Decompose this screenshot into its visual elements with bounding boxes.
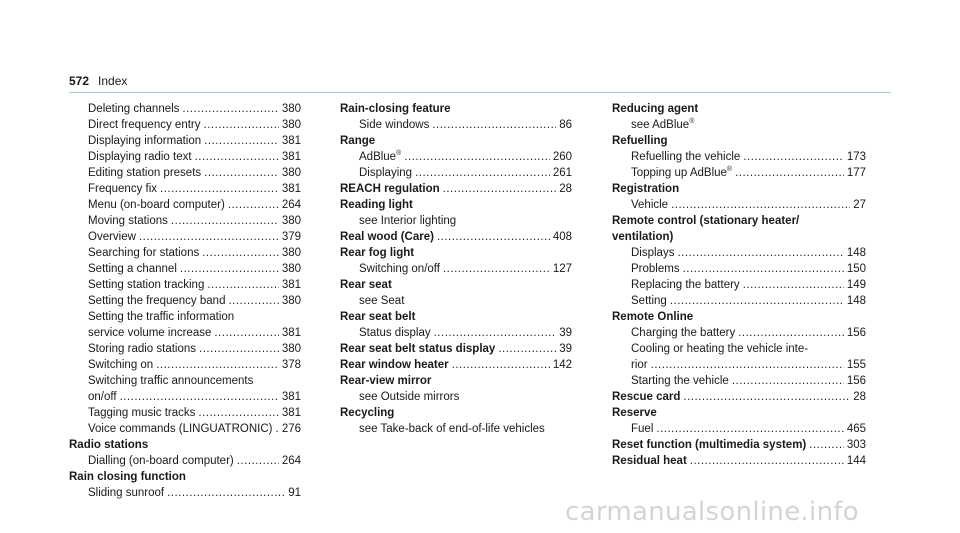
entry-label bbox=[631, 277, 740, 293]
entry-label-text: Storing radio stations bbox=[88, 343, 197, 355]
page-reference[interactable]: 380 bbox=[281, 295, 301, 307]
index-subentry[interactable] bbox=[69, 357, 301, 373]
entry-label-text: Displaying bbox=[359, 167, 413, 179]
dot-leader bbox=[120, 389, 279, 405]
dot-leader bbox=[690, 453, 844, 469]
dot-leader bbox=[204, 133, 279, 149]
entry-label bbox=[88, 229, 136, 245]
entry-label bbox=[340, 229, 434, 245]
entry-label bbox=[88, 421, 272, 437]
entry-label-text: Dialling (on-board computer) bbox=[88, 455, 234, 467]
entry-label-text: Searching for stations bbox=[88, 247, 200, 259]
index-heading-label: Radio stations bbox=[69, 439, 149, 451]
page-number: 572 bbox=[69, 74, 90, 88]
index-subentry-text bbox=[340, 293, 572, 309]
dot-leader bbox=[204, 117, 279, 133]
index-subentry[interactable] bbox=[69, 261, 301, 277]
index-subentry[interactable] bbox=[612, 245, 866, 261]
index-subentry-text bbox=[69, 309, 301, 325]
entry-label-text: Rear seat belt status display bbox=[340, 343, 496, 355]
entry-label bbox=[88, 485, 164, 501]
dot-leader bbox=[180, 261, 279, 277]
page-reference[interactable]: 276 bbox=[281, 423, 301, 435]
entry-label bbox=[631, 165, 732, 181]
index-subentry-label: see AdBlue bbox=[631, 119, 690, 131]
index-heading bbox=[340, 373, 572, 389]
entry-label-text: rior bbox=[631, 359, 648, 371]
index-subentry[interactable] bbox=[69, 181, 301, 197]
index-subentry-label: see Seat bbox=[359, 295, 405, 307]
entry-label-text: Displays bbox=[631, 247, 675, 259]
page-reference[interactable]: 177 bbox=[846, 167, 866, 179]
page-reference[interactable]: 86 bbox=[559, 119, 572, 131]
page-reference[interactable]: 28 bbox=[559, 183, 572, 195]
entry-label-text: Menu (on-board computer) bbox=[88, 199, 225, 211]
dot-leader bbox=[199, 341, 279, 357]
index-subentry[interactable] bbox=[69, 341, 301, 357]
index-subentry[interactable] bbox=[612, 293, 866, 309]
index-heading bbox=[612, 309, 866, 325]
page-reference[interactable]: 381 bbox=[281, 279, 301, 291]
page-reference[interactable]: 381 bbox=[281, 391, 301, 403]
index-heading bbox=[340, 277, 572, 293]
dot-leader bbox=[171, 213, 279, 229]
registered-mark: ® bbox=[396, 150, 402, 158]
entry-label bbox=[88, 245, 199, 261]
index-subentry-label: Cooling or heating the vehicle inte- bbox=[631, 343, 809, 355]
entry-label-text: Displaying radio text bbox=[88, 151, 192, 163]
entry-label bbox=[631, 293, 667, 309]
entry-label bbox=[88, 261, 177, 277]
index-subentry-label: see Take-back of end-of-life vehicles bbox=[359, 423, 545, 435]
dot-leader bbox=[275, 421, 278, 437]
index-heading-label: Rain closing function bbox=[69, 471, 186, 483]
dot-leader bbox=[683, 389, 850, 405]
entry-label-text: Charging the battery bbox=[631, 327, 736, 339]
dot-leader bbox=[204, 165, 279, 181]
index-subentry[interactable] bbox=[340, 117, 572, 133]
index-subentry[interactable] bbox=[69, 245, 301, 261]
dot-leader bbox=[415, 165, 550, 181]
index-heading bbox=[612, 181, 866, 197]
entry-label bbox=[631, 245, 674, 261]
entry-label bbox=[88, 277, 204, 293]
page-reference[interactable]: 381 bbox=[281, 183, 301, 195]
page-reference[interactable]: 261 bbox=[552, 167, 572, 179]
index-heading bbox=[340, 309, 572, 325]
entry-label bbox=[88, 357, 153, 373]
entry-label bbox=[340, 181, 440, 197]
dot-leader bbox=[738, 325, 844, 341]
entry-label bbox=[88, 181, 157, 197]
index-heading-entry[interactable] bbox=[340, 229, 572, 245]
dot-leader bbox=[743, 277, 844, 293]
dot-leader bbox=[671, 197, 850, 213]
index-subentry[interactable] bbox=[612, 373, 866, 389]
index-heading-label: Recycling bbox=[340, 407, 395, 419]
dot-leader bbox=[195, 149, 279, 165]
entry-label bbox=[631, 357, 648, 373]
entry-label bbox=[631, 149, 740, 165]
index-heading-label: Reducing agent bbox=[612, 103, 699, 115]
index-subentry[interactable] bbox=[69, 149, 301, 165]
index-subentry[interactable] bbox=[612, 197, 866, 213]
dot-leader bbox=[651, 357, 844, 373]
index-subentry-text bbox=[340, 213, 572, 229]
entry-label-text: Starting the vehicle bbox=[631, 375, 729, 387]
entry-label-text: Deleting channels bbox=[88, 103, 180, 115]
index-subentry[interactable] bbox=[612, 325, 866, 341]
entry-label-text: Switching on/off bbox=[359, 263, 440, 275]
page-reference[interactable]: 380 bbox=[281, 119, 301, 131]
entry-label-text: Voice commands (LINGUATRONIC) bbox=[88, 423, 273, 435]
index-heading bbox=[340, 245, 572, 261]
page-reference[interactable]: 150 bbox=[846, 263, 866, 275]
page-title: Index bbox=[98, 74, 128, 88]
index-subentry-label: Setting the traffic information bbox=[88, 311, 235, 323]
page-reference[interactable]: 264 bbox=[281, 199, 301, 211]
index-heading-label: Rain-closing feature bbox=[340, 103, 451, 115]
index-heading-label: Rear seat bbox=[340, 279, 392, 291]
dot-leader bbox=[198, 405, 278, 421]
entry-label bbox=[88, 453, 234, 469]
dot-leader bbox=[160, 181, 279, 197]
page-reference[interactable]: 380 bbox=[281, 103, 301, 115]
page-reference[interactable]: 156 bbox=[846, 375, 866, 387]
entry-label bbox=[88, 133, 201, 149]
index-subentry[interactable] bbox=[69, 485, 301, 501]
dot-leader bbox=[683, 261, 844, 277]
index-subentry[interactable] bbox=[69, 101, 301, 117]
entry-label bbox=[631, 261, 680, 277]
page-reference[interactable]: 381 bbox=[281, 151, 301, 163]
index-heading bbox=[612, 101, 866, 117]
index-heading-entry[interactable] bbox=[612, 437, 866, 453]
dot-leader bbox=[443, 181, 557, 197]
index-heading-label: Reserve bbox=[612, 407, 657, 419]
dot-leader bbox=[139, 229, 279, 245]
entry-label-text: Refuelling the vehicle bbox=[631, 151, 741, 163]
page-reference[interactable]: 156 bbox=[846, 327, 866, 339]
index-heading bbox=[69, 469, 301, 485]
entry-label bbox=[612, 453, 687, 469]
entry-label-text: Setting bbox=[631, 295, 667, 307]
index-heading-entry[interactable] bbox=[612, 389, 866, 405]
entry-label bbox=[88, 341, 196, 357]
page-reference[interactable]: 127 bbox=[552, 263, 572, 275]
page-reference[interactable]: 378 bbox=[281, 359, 301, 371]
index-subentry[interactable] bbox=[340, 165, 572, 181]
index-heading bbox=[340, 133, 572, 149]
page-reference[interactable]: 303 bbox=[846, 439, 866, 451]
dot-leader bbox=[434, 325, 557, 341]
dot-leader bbox=[498, 341, 556, 357]
entry-label bbox=[612, 437, 806, 453]
index-heading-label: ventilation) bbox=[612, 231, 674, 243]
entry-label bbox=[88, 197, 225, 213]
entry-label-text: Displaying information bbox=[88, 135, 202, 147]
index-heading bbox=[612, 229, 866, 245]
index-subentry-text bbox=[612, 117, 866, 133]
entry-label-text: Real wood (Care) bbox=[340, 231, 434, 243]
entry-label bbox=[612, 389, 680, 405]
entry-label bbox=[88, 117, 201, 133]
entry-label bbox=[88, 325, 211, 341]
index-subentry[interactable] bbox=[69, 325, 301, 341]
index-column-1 bbox=[69, 101, 301, 501]
index-subentry[interactable] bbox=[612, 421, 866, 437]
page-reference[interactable]: 381 bbox=[281, 407, 301, 419]
entry-label-text: Overview bbox=[88, 231, 136, 243]
entry-label-text: Rear window heater bbox=[340, 359, 449, 371]
dot-leader bbox=[732, 373, 844, 389]
index-heading-label: Rear seat belt bbox=[340, 311, 416, 323]
page-reference[interactable]: 91 bbox=[288, 487, 301, 499]
index-subentry[interactable] bbox=[69, 421, 301, 437]
entry-label-text: Setting station tracking bbox=[88, 279, 205, 291]
dot-leader bbox=[437, 229, 550, 245]
entry-label bbox=[88, 293, 225, 309]
entry-label-text: Topping up AdBlue bbox=[631, 167, 727, 179]
entry-label bbox=[340, 357, 449, 373]
page-reference[interactable]: 381 bbox=[281, 327, 301, 339]
page-reference[interactable]: 408 bbox=[552, 231, 572, 243]
index-subentry[interactable] bbox=[340, 325, 572, 341]
entry-label-text: Moving stations bbox=[88, 215, 168, 227]
index-heading-entry[interactable] bbox=[340, 357, 572, 373]
index-heading-label: Remote control (stationary heater/ bbox=[612, 215, 800, 227]
header-divider bbox=[69, 92, 891, 93]
dot-leader bbox=[404, 149, 550, 165]
entry-label-text: Sliding sunroof bbox=[88, 487, 165, 499]
index-subentry[interactable] bbox=[612, 165, 866, 181]
index-subentry[interactable] bbox=[69, 197, 301, 213]
index-subentry[interactable] bbox=[69, 117, 301, 133]
index-subentry-label: see Interior lighting bbox=[359, 215, 457, 227]
page-reference[interactable]: 148 bbox=[846, 295, 866, 307]
dot-leader bbox=[237, 453, 279, 469]
page-reference[interactable]: 260 bbox=[552, 151, 572, 163]
page-reference[interactable]: 380 bbox=[281, 215, 301, 227]
entry-label-text: Setting a channel bbox=[88, 263, 177, 275]
index-heading bbox=[340, 405, 572, 421]
index-subentry[interactable] bbox=[612, 277, 866, 293]
index-subentry[interactable] bbox=[69, 389, 301, 405]
entry-label bbox=[88, 213, 168, 229]
dot-leader bbox=[214, 325, 278, 341]
page-reference[interactable]: 144 bbox=[846, 455, 866, 467]
dot-leader bbox=[443, 261, 550, 277]
entry-label bbox=[359, 261, 440, 277]
watermark: carmanualsonline.info bbox=[565, 497, 860, 527]
page-reference[interactable]: 380 bbox=[281, 167, 301, 179]
page-reference[interactable]: 148 bbox=[846, 247, 866, 259]
index-heading-label: Rear fog light bbox=[340, 247, 415, 259]
index-subentry-text bbox=[340, 421, 572, 437]
index-column-3 bbox=[612, 101, 866, 469]
dot-leader bbox=[228, 197, 279, 213]
index-subentry[interactable] bbox=[612, 357, 866, 373]
dot-leader bbox=[656, 421, 843, 437]
entry-label-text: service volume increase bbox=[88, 327, 212, 339]
index-subentry[interactable] bbox=[69, 453, 301, 469]
index-heading-entry[interactable] bbox=[340, 181, 572, 197]
entry-label bbox=[631, 325, 735, 341]
entry-label-text: Switching on bbox=[88, 359, 154, 371]
entry-label-text: Replacing the battery bbox=[631, 279, 740, 291]
index-subentry[interactable] bbox=[69, 405, 301, 421]
page-reference[interactable]: 264 bbox=[281, 455, 301, 467]
index-subentry[interactable] bbox=[612, 149, 866, 165]
index-heading bbox=[340, 197, 572, 213]
dot-leader bbox=[743, 149, 843, 165]
entry-label-text: AdBlue bbox=[359, 151, 397, 163]
index-heading-label: Refuelling bbox=[612, 135, 668, 147]
entry-label-text: Vehicle bbox=[631, 199, 669, 211]
index-heading bbox=[612, 405, 866, 421]
entry-label bbox=[88, 405, 195, 421]
index-heading-label: Registration bbox=[612, 183, 680, 195]
index-heading bbox=[612, 133, 866, 149]
entry-label-text: Direct frequency entry bbox=[88, 119, 201, 131]
page-reference[interactable]: 39 bbox=[559, 343, 572, 355]
entry-label bbox=[359, 149, 401, 165]
page-reference[interactable]: 173 bbox=[846, 151, 866, 163]
dot-leader bbox=[809, 437, 844, 453]
entry-label bbox=[88, 389, 117, 405]
index-subentry[interactable] bbox=[69, 229, 301, 245]
index-subentry[interactable] bbox=[69, 133, 301, 149]
index-subentry[interactable] bbox=[340, 261, 572, 277]
entry-label bbox=[340, 341, 495, 357]
page-reference[interactable]: 27 bbox=[853, 199, 866, 211]
entry-label-text: Tagging music tracks bbox=[88, 407, 196, 419]
entry-label bbox=[631, 421, 653, 437]
entry-label-text: Side windows bbox=[359, 119, 430, 131]
page-reference[interactable]: 381 bbox=[281, 135, 301, 147]
index-subentry-label: see Outside mirrors bbox=[359, 391, 460, 403]
page-header bbox=[69, 73, 127, 89]
page-reference[interactable]: 465 bbox=[846, 423, 866, 435]
entry-label-text: Rescue card bbox=[612, 391, 681, 403]
index-subentry-text bbox=[612, 341, 866, 357]
page-reference[interactable]: 379 bbox=[281, 231, 301, 243]
index-heading-label: Remote Online bbox=[612, 311, 694, 323]
index-heading-label: Rear-view mirror bbox=[340, 375, 432, 387]
entry-label bbox=[88, 149, 192, 165]
index-heading-label: Reading light bbox=[340, 199, 413, 211]
entry-label bbox=[631, 197, 668, 213]
entry-label bbox=[359, 117, 429, 133]
entry-label bbox=[631, 373, 729, 389]
dot-leader bbox=[670, 293, 844, 309]
entry-label-text: Reset function (multimedia system) bbox=[612, 439, 807, 451]
page-reference[interactable]: 380 bbox=[281, 247, 301, 259]
entry-label-text: Setting the frequency band bbox=[88, 295, 226, 307]
index-heading bbox=[69, 437, 301, 453]
index-subentry[interactable] bbox=[340, 149, 572, 165]
index-subentry-text bbox=[69, 373, 301, 389]
page-reference[interactable]: 149 bbox=[846, 279, 866, 291]
entry-label bbox=[359, 325, 431, 341]
entry-label bbox=[88, 165, 201, 181]
entry-label-text: Residual heat bbox=[612, 455, 687, 467]
entry-label-text: REACH regulation bbox=[340, 183, 440, 195]
index-column-2 bbox=[340, 101, 572, 437]
page-reference[interactable]: 155 bbox=[846, 359, 866, 371]
index-subentry-label: Switching traffic announcements bbox=[88, 375, 254, 387]
dot-leader bbox=[167, 485, 285, 501]
page-reference[interactable]: 142 bbox=[552, 359, 572, 371]
index-subentry[interactable] bbox=[69, 293, 301, 309]
dot-leader bbox=[228, 293, 278, 309]
dot-leader bbox=[182, 101, 278, 117]
index-subentry[interactable] bbox=[69, 277, 301, 293]
dot-leader bbox=[432, 117, 556, 133]
page-reference[interactable]: 380 bbox=[281, 263, 301, 275]
index-subentry[interactable] bbox=[69, 213, 301, 229]
index-heading-entry[interactable] bbox=[612, 453, 866, 469]
entry-label bbox=[359, 165, 412, 181]
entry-label-text: Problems bbox=[631, 263, 680, 275]
index-subentry[interactable] bbox=[612, 261, 866, 277]
index-heading bbox=[340, 101, 572, 117]
dot-leader bbox=[452, 357, 550, 373]
index-heading bbox=[612, 213, 866, 229]
dot-leader bbox=[677, 245, 843, 261]
page-reference[interactable]: 380 bbox=[281, 343, 301, 355]
index-subentry[interactable] bbox=[69, 165, 301, 181]
dot-leader bbox=[202, 245, 279, 261]
entry-label-text: Editing station presets bbox=[88, 167, 202, 179]
page-reference[interactable]: 39 bbox=[559, 327, 572, 339]
dot-leader bbox=[735, 165, 844, 181]
registered-mark: ® bbox=[689, 118, 695, 126]
index-heading-label: Range bbox=[340, 135, 376, 147]
entry-label-text: on/off bbox=[88, 391, 117, 403]
entry-label-text: Frequency fix bbox=[88, 183, 158, 195]
registered-mark: ® bbox=[726, 166, 733, 174]
entry-label-text: Fuel bbox=[631, 423, 654, 435]
page-reference[interactable]: 28 bbox=[853, 391, 866, 403]
entry-label bbox=[88, 101, 179, 117]
entry-label-text: Status display bbox=[359, 327, 431, 339]
dot-leader bbox=[156, 357, 279, 373]
dot-leader bbox=[207, 277, 278, 293]
index-heading-entry[interactable] bbox=[340, 341, 572, 357]
index-subentry-text bbox=[340, 389, 572, 405]
